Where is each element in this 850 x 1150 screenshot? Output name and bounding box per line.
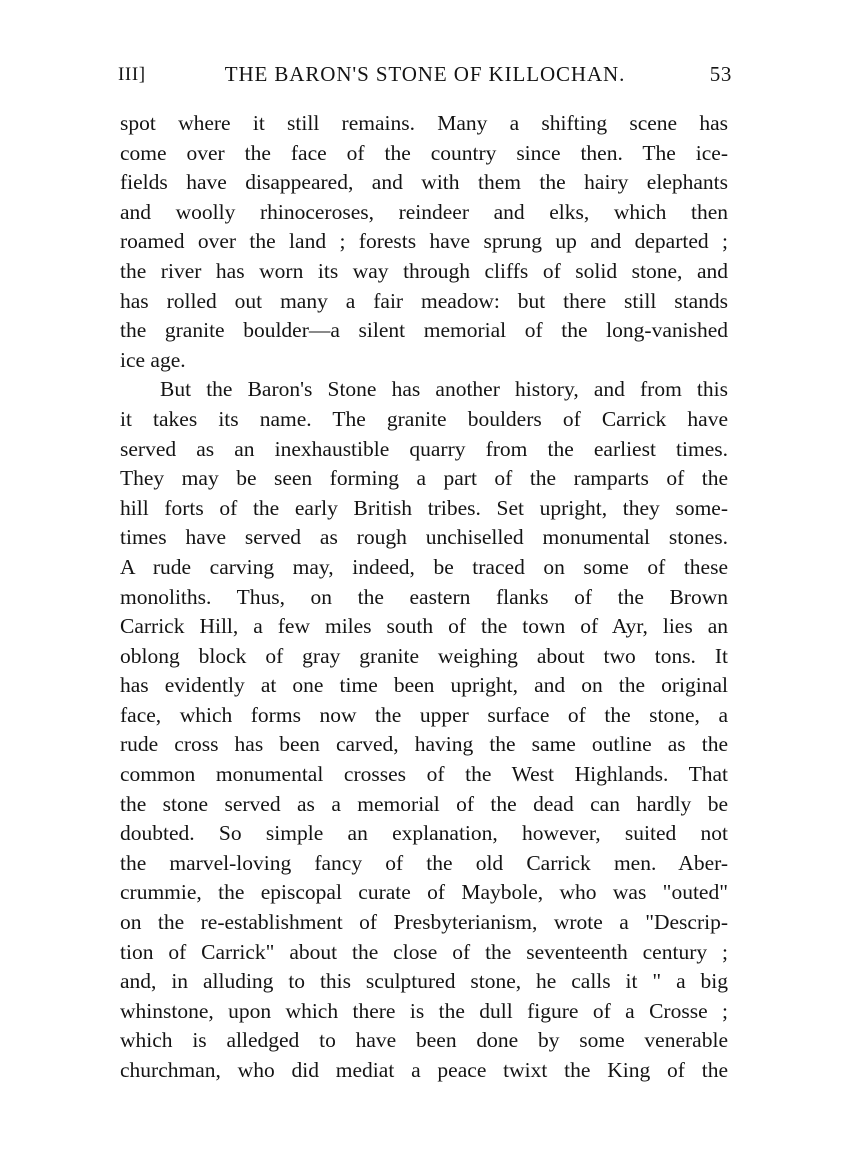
text-line: A rude carving may, indeed, be traced on some of these [120, 554, 728, 579]
running-title: THE BARON'S STONE OF KILLOCHAN. [224, 62, 626, 86]
running-head [118, 60, 732, 94]
text-line: has rolled out many a fair meadow: but there still stands [120, 288, 728, 313]
text-line: They may be seen forming a part of the ramparts of the [120, 466, 728, 491]
text-line: common monumental crosses of the West Highlands. That [120, 762, 728, 787]
paragraph-1 [120, 109, 728, 375]
text-line: face, which forms now the upper surface of the stone, a [120, 702, 728, 727]
text-line: ice age. [120, 347, 186, 372]
paragraph-2 [120, 375, 728, 1085]
text-line: tion of Carrick" about the close of the seventeenth century ; [120, 939, 728, 964]
text-line: rude cross has been carved, having the same outline as the [120, 732, 728, 757]
text-line: churchman, who did mediat a peace twixt the King of the [120, 1058, 728, 1082]
text-line: whinstone, upon which there is the dull figure of a Crosse ; [120, 998, 728, 1023]
text-line: and woolly rhinoceroses, reindeer and elks, which then [120, 199, 728, 224]
text-line: the marvel-loving fancy of the old Carrick men. Aber- [120, 850, 728, 875]
text-line: hill forts of the early British tribes. Set upright, they some- [120, 495, 728, 520]
text-line: spot where it still remains. Many a shifting scene has [120, 111, 728, 135]
text-line: the stone served as a memorial of the dead can hardly be [120, 791, 728, 816]
text-line: doubted. So simple an explanation, however, suited not [120, 821, 728, 846]
page-number: 53 [709, 62, 732, 86]
text-line: and, in alluding to this sculptured stone, he calls it " a big [120, 969, 728, 994]
text-line: which is alledged to have been done by some venerable [120, 1028, 728, 1053]
text-line: monoliths. Thus, on the eastern flanks of the Brown [120, 584, 728, 609]
text-line: the granite boulder—a silent memorial of the long-vanished [120, 318, 728, 343]
text-line: has evidently at one time been upright, and on the original [120, 673, 728, 698]
text-line: it takes its name. The granite boulders of Carrick have [120, 406, 728, 431]
text-line: But the Baron's Stone has another history, and from this [160, 377, 728, 402]
text-line: Carrick Hill, a few miles south of the town of Ayr, lies an [120, 614, 728, 639]
text-line: times have served as rough unchiselled monumental stones. [120, 525, 728, 550]
text-line: fields have disappeared, and with them the hairy elephants [120, 170, 728, 195]
text-line: on the re-establishment of Presbyterianism, wrote a "Descrip- [120, 910, 728, 935]
text-line: oblong block of gray granite weighing about two tons. It [120, 643, 728, 668]
body-text [120, 109, 728, 1086]
text-line: crummie, the episcopal curate of Maybole, who was "outed" [120, 880, 728, 905]
text-line: roamed over the land ; forests have sprung up and departed ; [120, 229, 728, 254]
text-line: the river has worn its way through cliffs of solid stone, and [120, 258, 728, 283]
text-line: come over the face of the country since then. The ice- [120, 140, 728, 165]
section-number: III] [118, 64, 146, 85]
text-line: served as an inexhaustible quarry from the earliest times. [120, 436, 728, 461]
